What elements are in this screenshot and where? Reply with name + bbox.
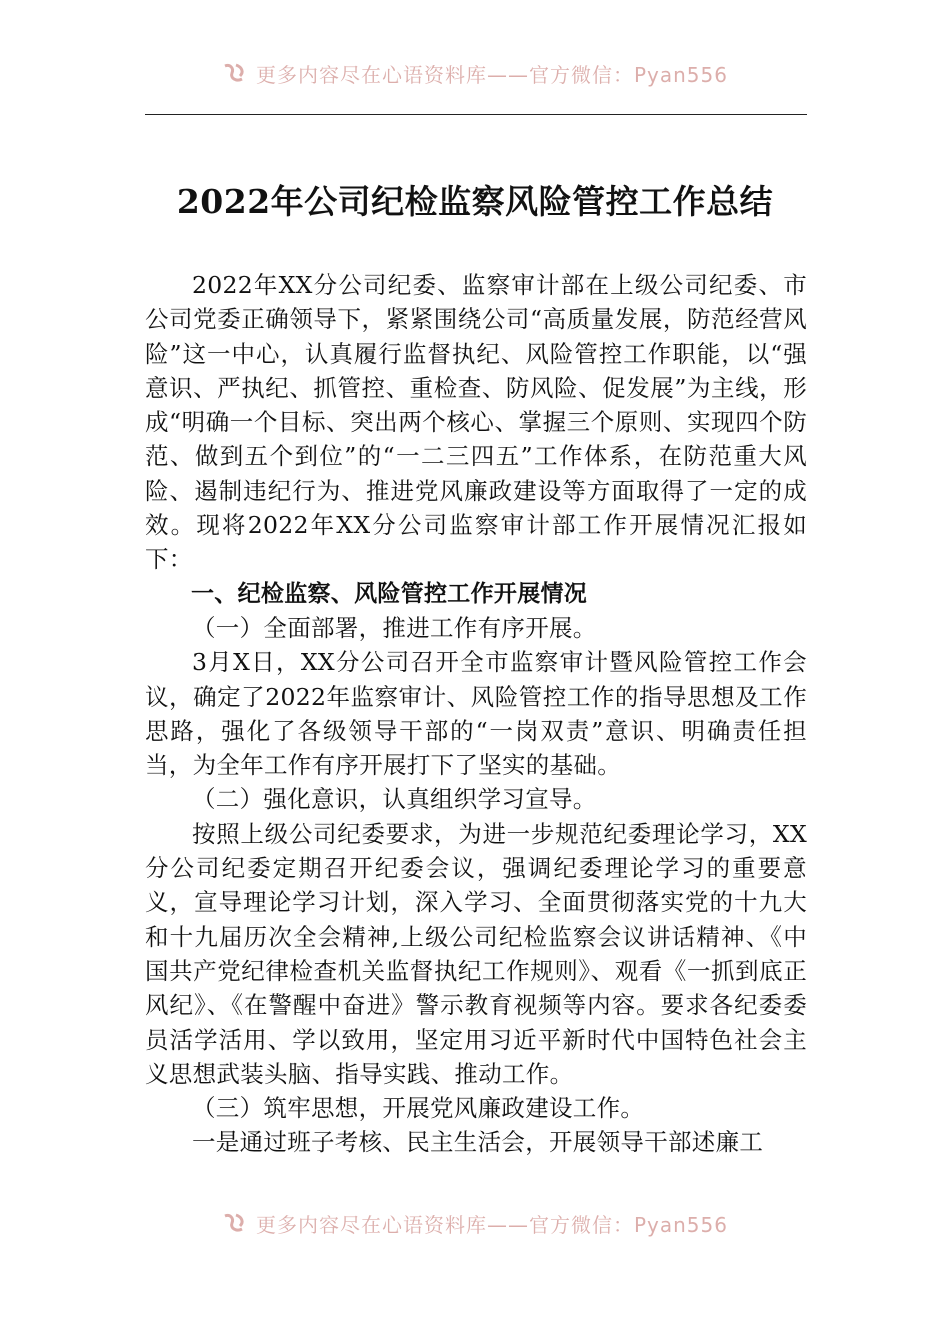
document-title: 2022年公司纪检监察风险管控工作总结 (176, 182, 774, 221)
paragraph-intro: 2022年XX分公司纪委、监察审计部在上级公司纪委、市公司党委正确领导下，紧紧围绕公司“高质量发展，防范经营风险”这一中心，认真履行监督执纪、风险管控工作职能，以“强意识、严执纪、抓管控、重检查、防风险、促发展”为主线，形成“明确一个目标、突出两个核心、掌握三个原则、实现四个防范、做到五个到位”的“一二三四五”工作体系，在防范重大风险、遏制违纪行为、推进党风廉政建设等方面取得了一定的成效。现将2022年XX分公司监察审计部工作开展情况汇报如下： (145, 271, 807, 574)
watermark-logo-icon (222, 1212, 248, 1234)
paragraph-3: 一是通过班子考核、民主生活会，开展领导干部述廉工 (192, 1128, 764, 1157)
watermark-logo-icon (222, 62, 248, 84)
subsection-heading-1: （一）全面部署，推进工作有序开展。 (192, 613, 597, 642)
header-rule (145, 114, 807, 115)
paragraph-2: 按照上级公司纪委要求，为进一步规范纪委理论学习，XX分公司纪委定期召开纪委会议，强调纪委理论学习的重要意义，宣导理论学习计划，深入学习、全面贯彻落实党的十九大和十九届历次全会精神,上级公司纪检监察会议讲话精神、《中国共产党纪律检查机关监督执纪工作规则》、观看《一抓到底正风纪》、《在警醒中奋进》警示教育视频等内容。要求各纪委委员活学活用、学以致用，坚定用习近平新时代中国特色社会主义思想武装头脑、指导实践、推动工作。 (145, 819, 807, 1088)
section-heading-1: 一、纪检监察、风险管控工作开展情况 (191, 580, 588, 607)
watermark-header (0, 58, 950, 88)
watermark-text: 更多内容尽在心语资料库——官方微信：Pyan556 (255, 62, 728, 87)
subsection-heading-3: （三）筑牢思想，开展党风廉政建设工作。 (192, 1094, 645, 1123)
watermark-footer (0, 1208, 950, 1238)
paragraph-1: 3月X日，XX分公司召开全市监察审计暨风险管控工作会议，确定了2022年监察审计、风险管控工作的指导思想及工作思路，强化了各级领导干部的“一岗双责”意识、明确责任担当，为全年工作有序开展打下了坚实的基础。 (145, 648, 807, 780)
subsection-heading-2: （二）强化意识，认真组织学习宣导。 (192, 785, 597, 814)
document-body (145, 268, 807, 1160)
watermark-text: 更多内容尽在心语资料库——官方微信：Pyan556 (255, 1212, 728, 1237)
